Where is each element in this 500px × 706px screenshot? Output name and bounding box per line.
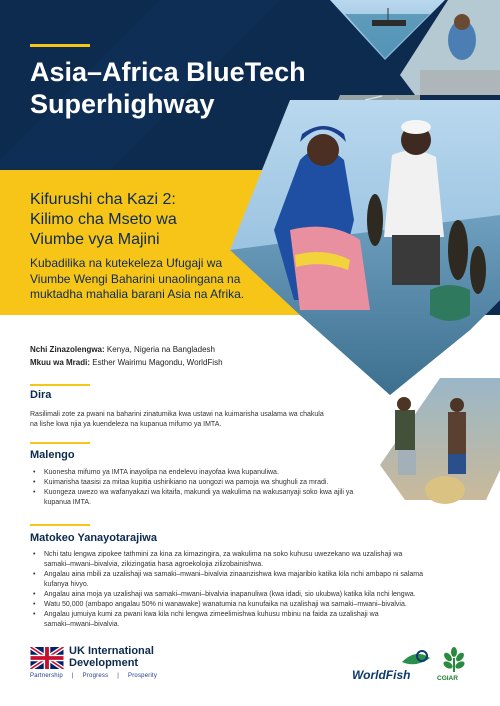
page-title: Asia–Africa BlueTech Superhighway — [30, 57, 306, 119]
fishermen-photo — [380, 378, 500, 504]
cgiar-logo: CGIAR — [437, 675, 458, 682]
dira-text: Rasilimali zote za pwani na baharini zinatumika kwa ustawi na kuimarisha usalama wa chakula na lishe kwa njia ya kuendeleza na kupanua mifumo ya IMTA. — [30, 411, 324, 428]
matokeo-heading: Matokeo Yanayotarajiwa — [30, 532, 157, 544]
list-item: • Kuimarisha taasisi za mitaa kupitia ushirikiano na uongozi wa pamoja wa shughuli za mradi. — [30, 478, 390, 488]
list-item: kupanua IMTA. — [44, 499, 91, 506]
list-item: • Angalau aina mbili za uzalishaji wa samaki–mwani–bivalvia zinaanzishwa kwa majaribio katika kila nchi ambapo ni salama — [30, 570, 470, 580]
uk-tagline: Partnership | Progress | Prosperity — [30, 673, 158, 679]
list-item: • Kuonesha mifumo ya IMTA inayolipa na endelevu inayofaa kwa kupanuliwa. — [30, 468, 390, 478]
malengo-heading: Malengo — [30, 449, 75, 461]
malengo-list — [30, 468, 390, 508]
list-item: • Kuongeza uwezo wa wafanyakazi wa kitaifa, makundi ya wakulima na wakusanyaji soko kwa ajili ya — [30, 488, 390, 498]
list-item: • Angalau jumuiya kumi za pwani kwa kila nchi lengwa zimeelimishwa kuhusu mbinu na faida za uzalishaji wa — [30, 610, 470, 620]
project-meta — [30, 343, 223, 369]
cgiar-logo-icon — [440, 646, 468, 674]
list-item: samaki–mwani–bivalvia, zikizingatia hasa agroekolojia zilizobainishwa. — [44, 561, 264, 568]
worldfish-logo: WorldFish — [352, 668, 411, 682]
list-item: • Nchi tatu lengwa zipokee tathmini za kina za kimazingira, za wakulima na soko kuhusu uwezekano wa uzalishaji wa — [30, 550, 470, 560]
dira-accent-line — [30, 384, 90, 386]
list-item: • Angalau aina moja ya uzalishaji wa samaki–mwani–bivalvia inapanuliwa (kwa idadi, sio ukubwa) katika kila nchi lengwa. — [30, 590, 470, 600]
seaweed-farmers-photo — [230, 100, 500, 395]
matokeo-accent-line — [30, 524, 90, 526]
work-package-subtitle: Kubadilika na kutekeleza Ufugaji wa Viumbe Wengi Baharini unaolingana na muktadha mahalia barani Asia na Afrika. — [30, 256, 245, 301]
project-lead: Mkuu wa Mradi: Esther Wairimu Magondu, WorldFish — [30, 358, 223, 367]
uk-development-logo: UK International Development — [69, 645, 154, 669]
target-countries: Nchi Zinazolengwa: Kenya, Nigeria na Bangladesh — [30, 345, 215, 354]
list-item: samaki–mwani–bivalvia. — [44, 621, 120, 628]
uk-flag-icon — [30, 647, 64, 669]
list-item: kufanya hivyo. — [44, 581, 89, 588]
work-package-title: Kifurushi cha Kazi 2: Kilimo cha Mseto wa Viumbe vya Majini — [30, 191, 177, 248]
dira-heading: Dira — [30, 389, 52, 401]
matokeo-list — [30, 550, 470, 630]
list-item: • Watu 50,000 (ambapo angalau 50% ni wanawake) wanatumia na kunufaika na uzalishaji wa samaki–mwani–bivalvia. — [30, 600, 470, 610]
malengo-accent-line — [30, 442, 90, 444]
worldfish-logo-icon — [398, 648, 434, 670]
